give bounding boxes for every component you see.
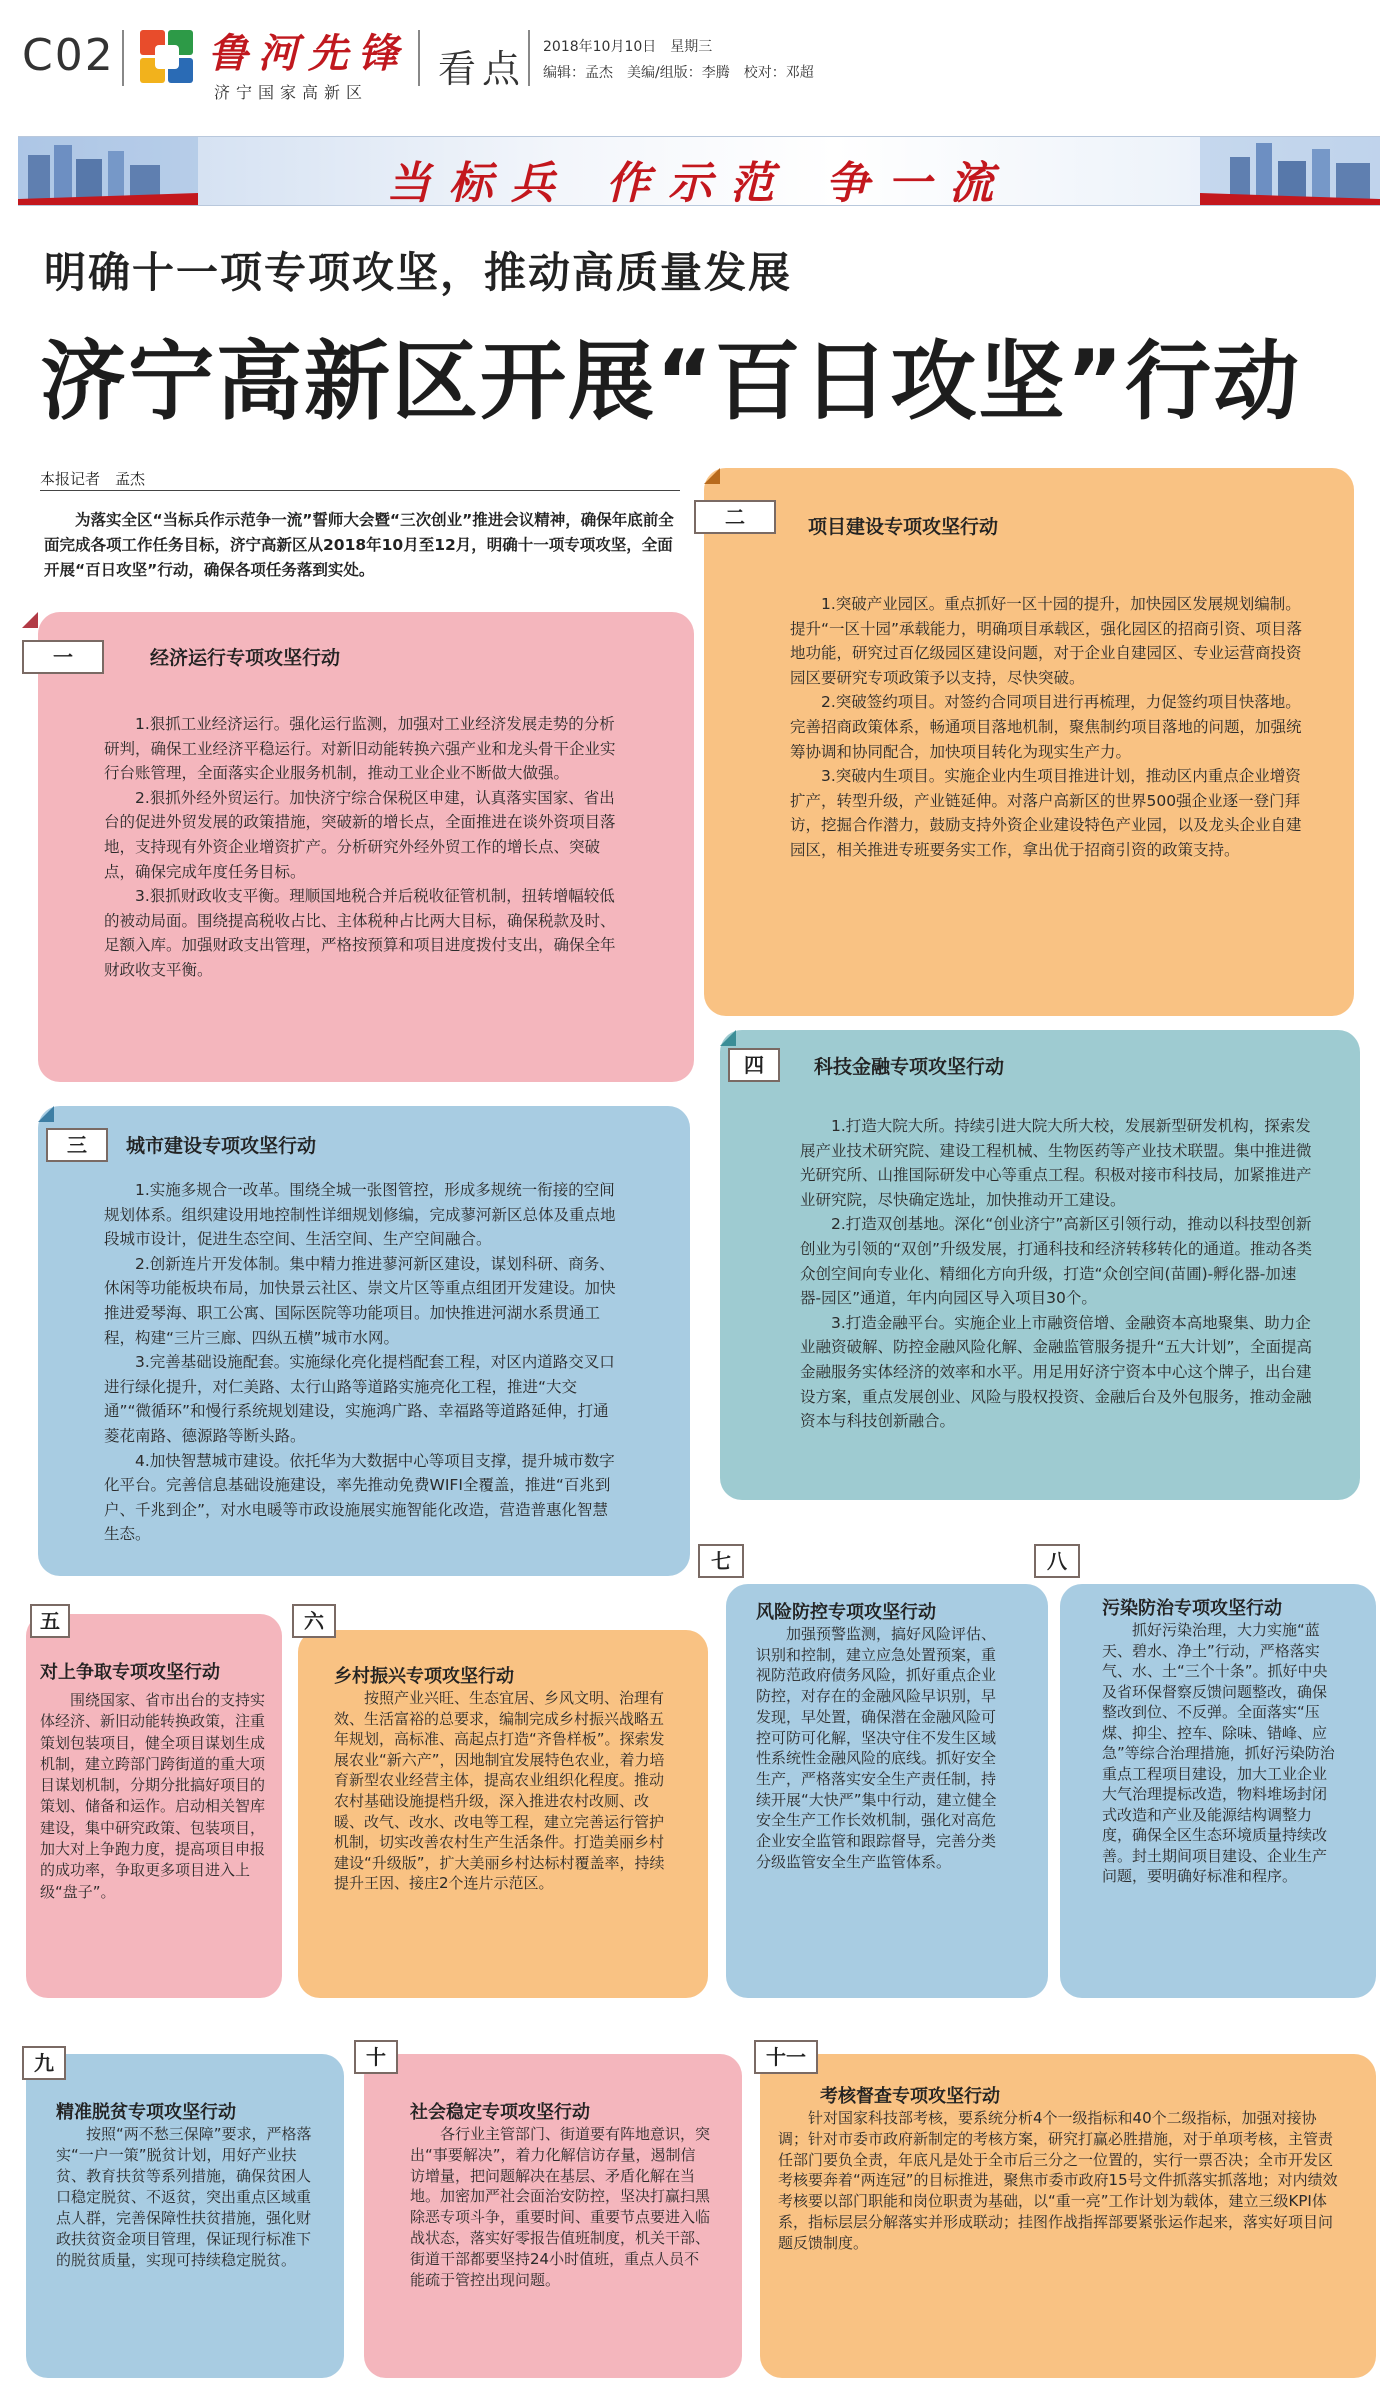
paragraph: 3.完善基础设施配套。实施绿化亮化提档配套工程，对区内道路交叉口进行绿化提升，对仁美路、太行山路等道路实施亮化工程，推进“大交通”“微循环”和慢行系统规划建设，实施鸿广路、幸福路等道路延伸，打通菱花南路、德源路等断头路。: [104, 1353, 615, 1445]
section-number: 二: [694, 500, 776, 534]
section-number: 九: [22, 2046, 66, 2080]
section-title: 项目建设专项攻坚行动: [808, 516, 999, 538]
paragraph: 围绕国家、省市出台的支持实体经济、新旧动能转换政策，注重策划包装项目，健全项目谋划生成机制，建立跨部门跨街道的重大项目谋划机制，分期分批搞好项目的策划、储备和运作。启动相关智库建设，集中研究政策、包装项目，加大对上争跑力度，提高项目申报的成功率，争取更多项目进入上级“盘子”。: [40, 1691, 266, 1901]
section-title: 社会稳定专项攻坚行动: [410, 2102, 590, 2123]
section-body: [104, 1178, 620, 1547]
section-body: [756, 1624, 1010, 1872]
paragraph: 加强预警监测，搞好风险评估、识别和控制，建立应急处置预案，重视防范政府债务风险，抓好重点企业防控，对存在的金融风险早识别，早发现，早处置，确保潜在金融风险可控可防可化解，坚决守住不发生区域性系统性金融风险的底线。抓好安全生产，严格落实安全生产责任制，持续开展“大快严”集中行动，建立健全安全生产工作长效机制，强化对高危企业安全监管和跟踪督导，完善分类分级监管安全生产监管体系。: [756, 1625, 997, 1871]
paragraph: 2.狠抓外经外贸运行。加快济宁综合保税区申建，认真落实国家、省出台的促进外贸发展的政策措施，突破新的增长点，全面推进在谈外资项目落地，支持现有外资企业增资扩产。分析研究外经外贸工作的增长点、突破点，确保完成年度任务目标。: [104, 788, 616, 881]
section-title: 考核督查专项攻坚行动: [820, 2086, 1000, 2107]
issue-date: 2018年10月10日 星期三: [543, 39, 713, 55]
article-intro: 为落实全区“当标兵作示范争一流”誓师大会暨“三次创业”推进会议精神，确保年底前全面完成各项工作任务目标，济宁高新区从2018年10月至12月，明确十一项专项攻坚，全面开展“百日攻坚”行动，确保各项任务落到实处。: [44, 511, 674, 579]
section-body: [778, 2108, 1346, 2254]
section-number: 六: [292, 1604, 336, 1638]
paragraph: 3.狠抓财政收支平衡。理顺国地税合并后税收征管机制，扭转增幅较低的被动局面。围绕提高税收占比、主体税种占比两大目标，确保税款及时、足额入库。加强财政支出管理，严格按预算和项目进度拨付支出，确保全年财政收支平衡。: [104, 887, 616, 979]
article-subtitle: 明确十一项专项攻坚，推动高质量发展: [44, 248, 793, 297]
paragraph: 各行业主管部门、街道要有阵地意识，突出“事要解决”，着力化解信访存量，遏制信访增量，把问题解决在基层、矛盾化解在当地。加密加严社会面治安防控，坚决打赢扫黑除恶专项斗争，重要时间、重要节点要进入临战状态，落实好零报告值班制度，机关干部、街道干部都要坚持24小时值班，重点人员不能疏于管控出现问题。: [410, 2125, 711, 2289]
section-name: 看点: [438, 47, 527, 91]
section-title: 经济运行专项攻坚行动: [150, 647, 341, 669]
section-title: 城市建设专项攻坚行动: [126, 1135, 317, 1157]
section-body: [410, 2124, 710, 2290]
section-body: [104, 712, 618, 983]
section-number: 一: [22, 640, 104, 674]
paragraph: 按照产业兴旺、生态宜居、乡风文明、治理有效、生活富裕的总要求，编制完成乡村振兴战略五年规划，高标准、高起点打造“齐鲁样板”。探索发展农业“新六产”，因地制宜发展特色农业，着力培育新型农业经营主体，提高农业组织化程度。推动农村基础设施提档升级，深入推进农村改厕、改暖、改气、改水、改电等工程，建立完善运行管护机制，切实改善农村生产生活条件。打造美丽乡村建设“升级版”，扩大美丽乡村达标村覆盖率，持续提升王因、接庄2个连片示范区。: [334, 1689, 665, 1893]
paragraph: 2.打造双创基地。深化“创业济宁”高新区引领行动，推动以科技型创新创业为引领的“双创”升级发展，打通科技和经济转移转化的通道。推动各类众创空间向专业化、精细化方向升级，打造“众创空间(苗圃)-孵化器-加速器-园区”通道，年内向园区导入项目30个。: [800, 1215, 1313, 1308]
section-number: 五: [30, 1604, 70, 1638]
section-number: 七: [698, 1544, 744, 1578]
section-number: 十: [354, 2040, 398, 2074]
section-title: 精准脱贫专项攻坚行动: [56, 2102, 236, 2123]
paragraph: 2.突破签约项目。对签约合同项目进行再梳理，力促签约项目快落地。完善招商政策体系，畅通项目落地机制，聚焦制约项目落地的问题，加强统筹协调和协同配合，加快项目转化为现实生产力。: [790, 693, 1302, 761]
paragraph: 1.狠抓工业经济运行。强化运行监测，加强对工业经济发展走势的分析研判，确保工业经济平稳运行。对新旧动能转换六强产业和龙头骨干企业实行台账管理，全面落实企业服务机制，推动工业企业不断做大做强。: [104, 715, 616, 783]
card-corner-fold: [704, 468, 720, 484]
section-title: 乡村振兴专项攻坚行动: [334, 1666, 514, 1687]
brand-name: 鲁河先锋: [208, 30, 408, 77]
slogan-banner: [18, 136, 1380, 206]
staff-credits: 编辑：孟杰 美编/组版：李腾 校对：邓超: [543, 65, 814, 81]
header-divider: [528, 30, 530, 86]
section-title: 对上争取专项攻坚行动: [40, 1662, 220, 1683]
article-title: 济宁高新区开展“百日攻坚”行动: [40, 332, 1302, 432]
paragraph: 1.打造大院大所。持续引进大院大所大校，发展新型研发机构，探索发展产业技术研究院、建设工程机械、生物医药等产业技术联盟。集中推进微光研究所、山推国际研发中心等重点工程。积极对接市科技局，加紧推进产业研究院，尽快确定选址，加快推动开工建设。: [800, 1117, 1312, 1209]
byline: 本报记者 孟杰: [40, 470, 146, 488]
section-body: [40, 1690, 272, 1903]
card-corner-fold: [720, 1030, 736, 1046]
banner-slogan: 当标兵 作示范 争一流: [386, 158, 1012, 206]
section-body: [56, 2124, 318, 2271]
paragraph: 1.实施多规合一改革。围绕全城一张图管控，形成多规统一衔接的空间规划体系。组织建设用地控制性详细规划修编，完成蓼河新区总体及重点地段城市设计，促进生态空间、生活空间、生产空间融合。: [104, 1181, 616, 1249]
newspaper-logo-icon: [140, 30, 194, 84]
brand-subtitle: 济宁国家高新区: [214, 83, 369, 102]
section-title: 污染防治专项攻坚行动: [1102, 1598, 1282, 1619]
header-divider: [418, 30, 420, 86]
paragraph: 4.加快智慧城市建设。依托华为大数据中心等项目支撑，提升城市数字化平台。完善信息基础设施建设，率先推动免费WIFI全覆盖，推进“百兆到户、千兆到企”，对水电暖等市政设施展实施智能化改造，营造普惠化智慧生态。: [104, 1451, 615, 1544]
paragraph: 2.创新连片开发体制。集中精力推进蓼河新区建设，谋划科研、商务、休闲等功能板块布局，加快景云社区、崇文片区等重点组团开发建设。加快推进爱琴海、职工公寓、国际医院等功能项目。加快推进河湖水系贯通工程，构建“三片三廊、四纵五横”城市水网。: [104, 1254, 616, 1347]
section-number: 八: [1034, 1544, 1080, 1578]
paragraph: 按照“两不愁三保障”要求，严格落实“一户一策”脱贫计划，用好产业扶贫、教育扶贫等系列措施，确保贫困人口稳定脱贫、不返贫，突出重点区域重点人群，完善保障性扶贫措施，强化财政扶贫资金项目管理，保证现行标准下的脱贫质量，实现可持续稳定脱贫。: [56, 2125, 312, 2269]
section-body: [800, 1114, 1316, 1434]
section-title: 风险防控专项攻坚行动: [756, 1602, 936, 1623]
section-number: 十一: [754, 2040, 818, 2074]
section-number: 四: [728, 1048, 780, 1082]
byline-rule: [40, 490, 680, 491]
section-body: [1102, 1620, 1338, 1887]
paragraph: 3.打造金融平台。实施企业上市融资倍增、金融资本高地聚集、助力企业融资破解、防控金融风险化解、金融监管服务提升“五大计划”，全面提高金融服务实体经济的效率和水平。用足用好济宁资本中心这个牌子，出台建设方案，重点发展创业、风险与股权投资、金融后台及外包服务，推动金融资本与科技创新融合。: [800, 1313, 1313, 1431]
card-corner-fold: [38, 1106, 54, 1122]
paragraph: 针对国家科技部考核，要系统分析4个一级指标和40个二级指标，加强对接协调；针对市委市政府新制定的考核方案，研究打赢必胜措施，对于单项考核，主管责任部门要负全责，年底凡是处于全市后三分之一位置的，实行一票否决；全市开发区考核要奔着“两连冠”的目标推进，聚焦市委市政府15号文件抓落实抓落地；对内绩效考核要以部门职能和岗位职责为基础，以“重一亮”工作计划为载体，建立三级KPI体系，指标层层分解落实并形成联动；挂图作战指挥部要紧张运作起来，落实好项目问题反馈制度。: [778, 2109, 1338, 2252]
section-number: 三: [46, 1128, 108, 1162]
card-corner-fold: [22, 612, 38, 628]
section-title: 科技金融专项攻坚行动: [814, 1056, 1005, 1078]
page-code: C02: [22, 30, 115, 81]
paragraph: 抓好污染治理，大力实施“蓝天、碧水、净土”行动，严格落实气、水、土“三个十条”。抓好中央及省环保督察反馈问题整改，确保整改到位、不反弹。全面落实“压煤、抑尘、控车、除味、错峰、应急”等综合治理措施，抓好污染防治重点工程项目建设，加大工业企业大气治理提标改造，物料堆场封闭式改造和产业及能源结构调整力度，确保全区生态环境质量持续改善。封土期间项目建设、企业生产问题，要明确好标准和程序。: [1102, 1621, 1335, 1885]
header-divider: [122, 30, 124, 86]
section-body: [334, 1688, 668, 1894]
paragraph: 1.突破产业园区。重点抓好一区十园的提升，加快园区发展规划编制。提升“一区十园”承载能力，明确项目承载区，强化园区的招商引资、项目落地功能，研究过百亿级园区建设问题，对于企业自建园区、专业运营商投资园区要研究专项政策予以支持，尽快突破。: [790, 595, 1303, 687]
paragraph: 3.突破内生项目。实施企业内生项目推进计划，推动区内重点企业增资扩产，转型升级，产业链延伸。对落户高新区的世界500强企业逐一登门拜访，挖掘合作潜力，鼓励支持外资企业建设特色产业园，以及龙头企业自建园区，相关推进专班要务实工作，拿出优于招商引资的政策支持。: [790, 767, 1302, 859]
section-body: [790, 592, 1304, 863]
